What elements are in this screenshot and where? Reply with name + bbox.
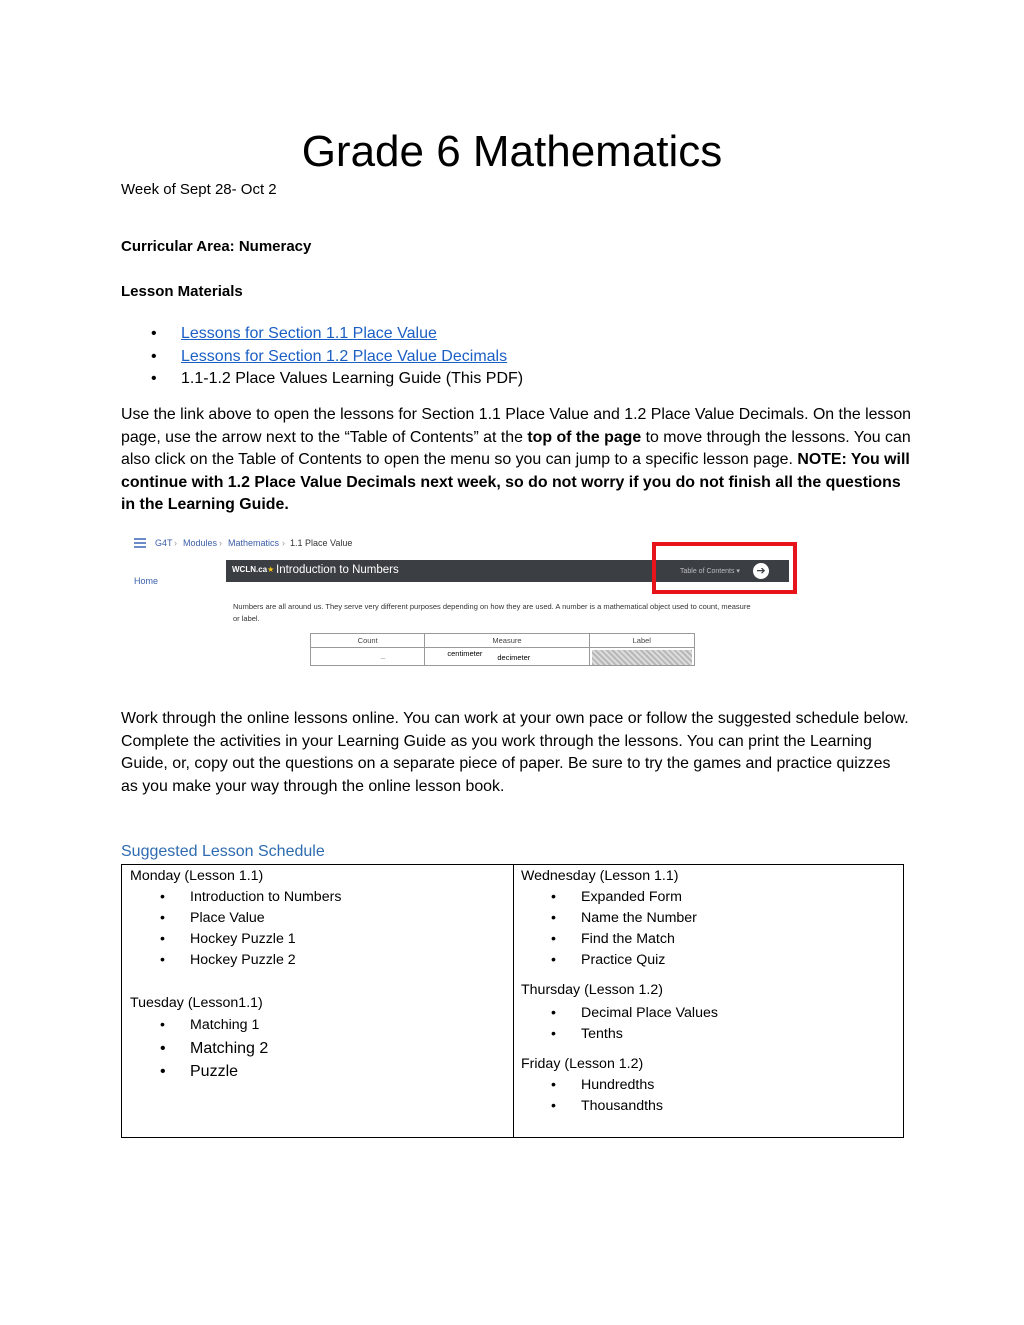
breadcrumb-item: Modules — [183, 538, 218, 548]
list-item: • Matching 1 — [130, 1014, 268, 1037]
next-arrow-icon: ➔ — [753, 563, 769, 579]
list-item: • Decimal Place Values — [521, 1003, 718, 1024]
section-1-1-link[interactable]: Lessons for Section 1.1 Place Value — [181, 325, 437, 342]
breadcrumb-item: G4T — [155, 538, 173, 548]
monday-block — [130, 866, 341, 971]
list-item: • Puzzle — [130, 1060, 268, 1083]
instructions-text: Use the link above to open the lessons for Section 1.1 Place Value and 1.2 Place Value Decimals. On the lesson page, use the arrow next to the “Table of Contents” at the — [121, 406, 911, 446]
breadcrumb-item: Mathematics — [228, 538, 280, 548]
schedule-table — [121, 864, 904, 1138]
count-measure-label-table — [310, 633, 695, 666]
breadcrumb-current: 1.1 Place Value — [290, 538, 353, 548]
table-cell: centimeter decimeter — [425, 648, 589, 666]
curricular-area-heading: Curricular Area: Numeracy — [121, 238, 312, 255]
list-item: • Place Value — [130, 908, 341, 929]
list-item: • Name the Number — [521, 908, 697, 929]
section-1-2-link[interactable]: Lessons for Section 1.2 Place Value Decimals — [181, 347, 508, 365]
list-item: • Matching 2 — [130, 1037, 268, 1060]
table-cell: _ — [311, 648, 425, 666]
list-item: • Practice Quiz — [521, 950, 697, 971]
list-item: • Find the Match — [521, 929, 697, 950]
materials-list — [121, 323, 523, 391]
thursday-block — [521, 980, 718, 1045]
day-heading: Friday (Lesson 1.2) — [521, 1056, 644, 1072]
day-heading: Wednesday (Lesson 1.1) — [521, 868, 679, 884]
hamburger-menu-icon — [134, 538, 146, 548]
table-header: Label — [589, 634, 694, 648]
day-heading: Monday (Lesson 1.1) — [130, 868, 264, 884]
list-item[interactable] — [121, 346, 523, 369]
friday-block — [521, 1054, 663, 1117]
banner-title: Introduction to Numbers — [276, 564, 399, 576]
list-item: • Introduction to Numbers — [130, 887, 341, 908]
learning-guide-text: 1.1-1.2 Place Values Learning Guide (This PDF) — [181, 370, 524, 387]
instructions-note: NOTE: You will continue with 1.2 Place Value Decimals next week, so do not worry if you do not finish all the questions in the Learning Guide. — [121, 451, 910, 514]
wednesday-block — [521, 866, 697, 971]
lesson-page-screenshot: G4T › Modules › Mathematics › 1.1 Place Value Home WCLN.ca★ Introduction to Numbers Table of Contents ▾ ➔ Numbers are all around us. They serve very different purposes depending on how they are used. A number is a mathematical object used to count, measure or label. Count Measure Label _ centimeter decimeter — [121, 532, 811, 666]
table-of-contents-label: Table of Contents ▾ — [680, 568, 740, 575]
wcln-logo: WCLN.ca★ — [232, 565, 275, 574]
lesson-description: Numbers are all around us. They serve very different purposes depending on how they are used. A number is a mathematical object used to count, measure or label. — [233, 602, 751, 623]
list-item: • Hockey Puzzle 2 — [130, 950, 341, 971]
column-divider — [513, 865, 514, 1137]
day-heading: Tuesday (Lesson1.1) — [130, 995, 263, 1011]
week-subtitle: Week of Sept 28- Oct 2 — [121, 181, 277, 198]
lesson-materials-heading: Lesson Materials — [121, 283, 243, 300]
highlight-box — [652, 542, 797, 594]
home-link: Home — [134, 576, 159, 586]
work-paragraph: Work through the online lessons online. You can work at your own pace or follow the suggested schedule below. Complete the activities in your Learning Guide as you work through the lessons. You can print the Learning Guide, or, copy out the questions on a separate piece of paper. Be sure to try the games and practice quizzes as you make your way through the online lesson book. — [121, 710, 909, 795]
list-item: • Expanded Form — [521, 887, 697, 908]
table-cell — [589, 648, 694, 666]
rock-image — [592, 650, 692, 665]
table-header: Count — [311, 634, 425, 648]
day-heading: Thursday (Lesson 1.2) — [521, 982, 663, 998]
tuesday-block — [130, 993, 268, 1083]
list-item — [121, 368, 523, 391]
instructions-paragraph — [121, 404, 911, 517]
list-item: • Hundredths — [521, 1075, 663, 1096]
list-item[interactable] — [121, 323, 523, 346]
table-header: Measure — [425, 634, 589, 648]
list-item: • Thousandths — [521, 1096, 663, 1117]
instructions-text: to move through the lessons. You can also click on the Table of Contents to open the menu so you can jump to a specific lesson page. — [121, 428, 911, 469]
list-item: • Hockey Puzzle 1 — [130, 929, 341, 950]
schedule-title: Suggested Lesson Schedule — [121, 843, 325, 860]
page-title: Grade 6 Mathematics — [301, 127, 723, 176]
instructions-emphasis: top of the page — [527, 428, 642, 446]
list-item: • Tenths — [521, 1024, 718, 1045]
